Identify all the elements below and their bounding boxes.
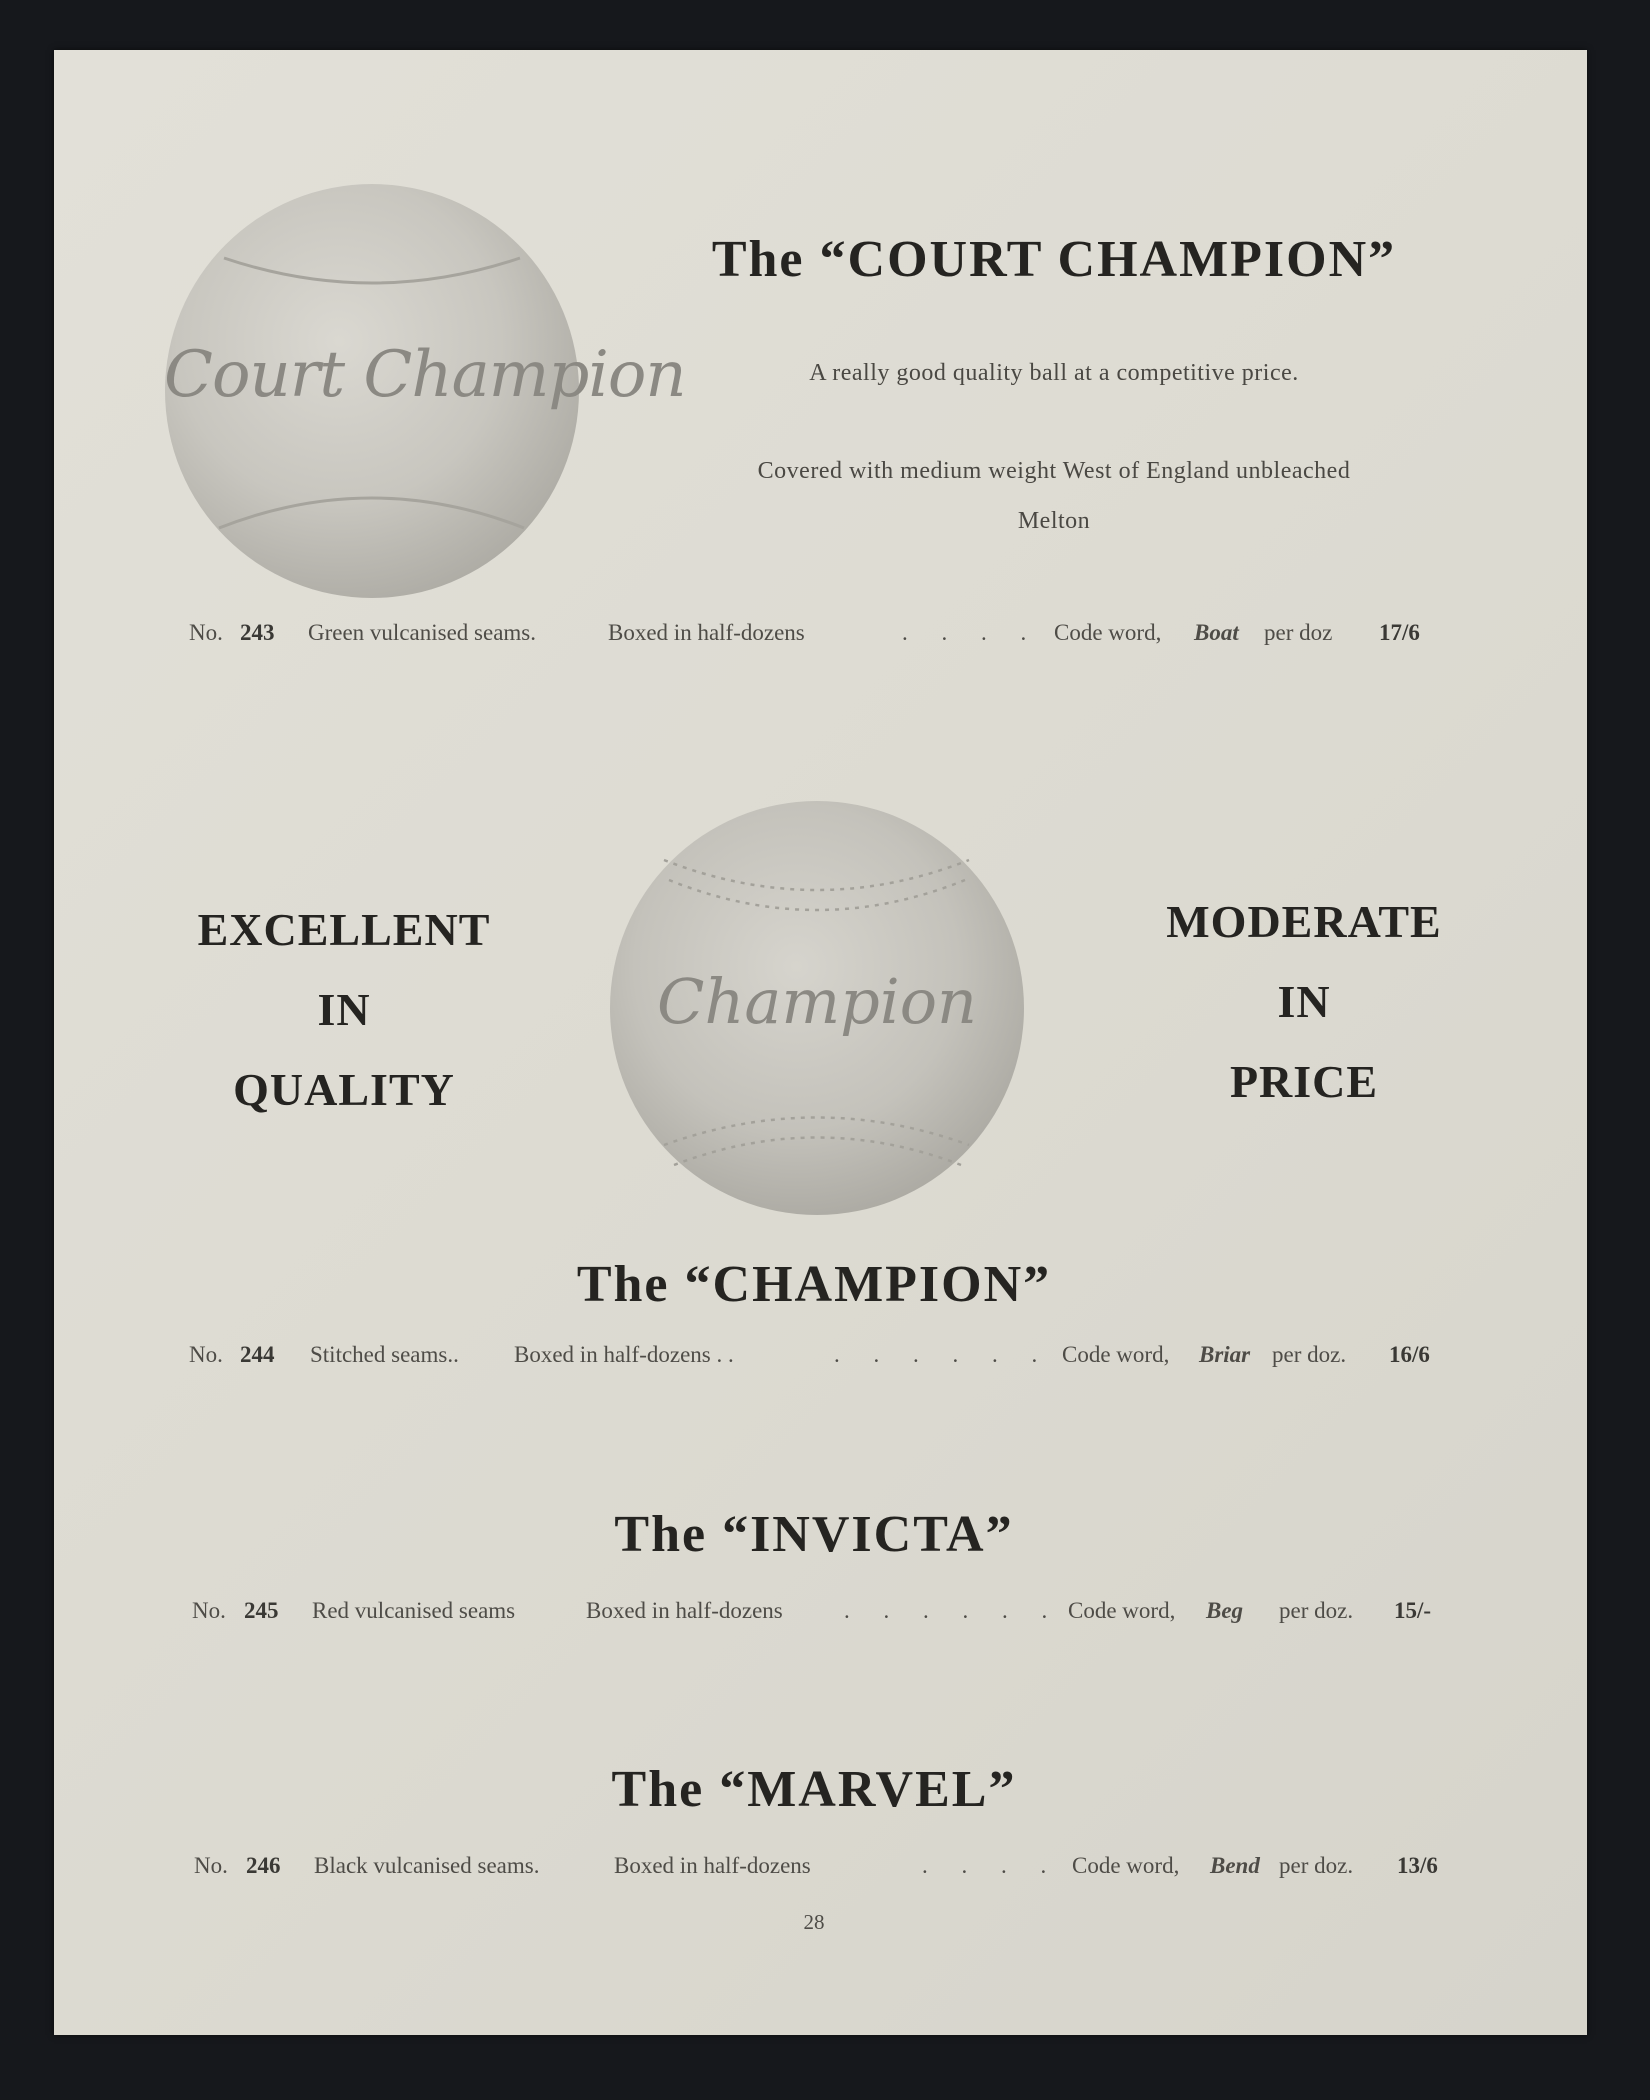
seams-text: Red vulcanised seams [312, 1598, 516, 1623]
item-no-label: No. [192, 1598, 226, 1623]
slogan-left [154, 890, 534, 1130]
leader-dots: . . . . . . [834, 1342, 1052, 1367]
code-label: Code word, [1054, 620, 1162, 645]
code-word: Briar [1199, 1342, 1251, 1367]
court-champion-tagline: A really good quality ball at a competitive price. [809, 360, 1299, 386]
item-number: 246 [246, 1853, 281, 1878]
price: 17/6 [1379, 620, 1420, 645]
marvel-price-row [54, 1853, 1587, 1893]
item-no-label: No. [189, 620, 223, 645]
code-label: Code word, [1068, 1598, 1176, 1623]
leader-dots: . . . . [902, 620, 1041, 645]
code-word: Bend [1210, 1853, 1260, 1878]
leader-dots: . . . . . . [844, 1598, 1062, 1623]
champion-price-row [54, 1342, 1587, 1382]
price: 13/6 [1397, 1853, 1438, 1878]
court-champion-covering-line2: Melton [1017, 508, 1091, 534]
item-number: 243 [240, 620, 275, 645]
slogan-right [1114, 882, 1494, 1122]
slogan-left-line1: EXCELLENT [197, 904, 491, 955]
leader-dots: . . . . [922, 1853, 1061, 1878]
champion-ball-image [609, 800, 1025, 1216]
code-word: Beg [1206, 1598, 1244, 1623]
code-label: Code word, [1072, 1853, 1180, 1878]
slogan-left-line2: IN [317, 984, 371, 1035]
price: 15/- [1394, 1598, 1432, 1623]
page-number: 28 [803, 1910, 825, 1934]
per-doz: per doz [1264, 620, 1333, 645]
per-doz: per doz. [1272, 1342, 1347, 1367]
invicta-price-row [54, 1598, 1587, 1638]
slogan-right-line2: IN [1277, 976, 1331, 1027]
court-champion-ball-image [164, 183, 686, 599]
seams-text: Green vulcanised seams. [308, 620, 537, 645]
seams-text: Black vulcanised seams. [314, 1853, 540, 1878]
court-champion-ball-logo: Court Champion [164, 338, 686, 412]
court-champion-title: The “COURT CHAMPION” [711, 231, 1397, 288]
seams-text: Stitched seams.. [310, 1342, 459, 1367]
catalogue-page [54, 50, 1587, 2035]
court-champion-price-row [54, 620, 1587, 660]
marvel-title: The “MARVEL” [611, 1761, 1017, 1818]
per-doz: per doz. [1279, 1598, 1354, 1623]
item-number: 245 [244, 1598, 279, 1623]
boxed-text: Boxed in half-dozens [586, 1598, 783, 1623]
item-number: 244 [240, 1342, 275, 1367]
per-doz: per doz. [1279, 1853, 1354, 1878]
invicta-title: The “INVICTA” [614, 1506, 1014, 1563]
slogan-left-line3: QUALITY [233, 1064, 455, 1115]
champion-title: The “CHAMPION” [576, 1256, 1052, 1313]
item-no-label: No. [194, 1853, 228, 1878]
code-label: Code word, [1062, 1342, 1170, 1367]
slogan-right-line3: PRICE [1229, 1056, 1379, 1107]
champion-ball-logo: Champion [657, 965, 977, 1038]
court-champion-covering-line1: Covered with medium weight West of England unbleached [757, 458, 1351, 484]
price: 16/6 [1389, 1342, 1430, 1367]
item-no-label: No. [189, 1342, 223, 1367]
boxed-text: Boxed in half-dozens . . [514, 1342, 734, 1367]
boxed-text: Boxed in half-dozens [608, 620, 805, 645]
boxed-text: Boxed in half-dozens [614, 1853, 811, 1878]
slogan-right-line1: MODERATE [1166, 896, 1442, 947]
code-word: Boat [1194, 620, 1239, 645]
